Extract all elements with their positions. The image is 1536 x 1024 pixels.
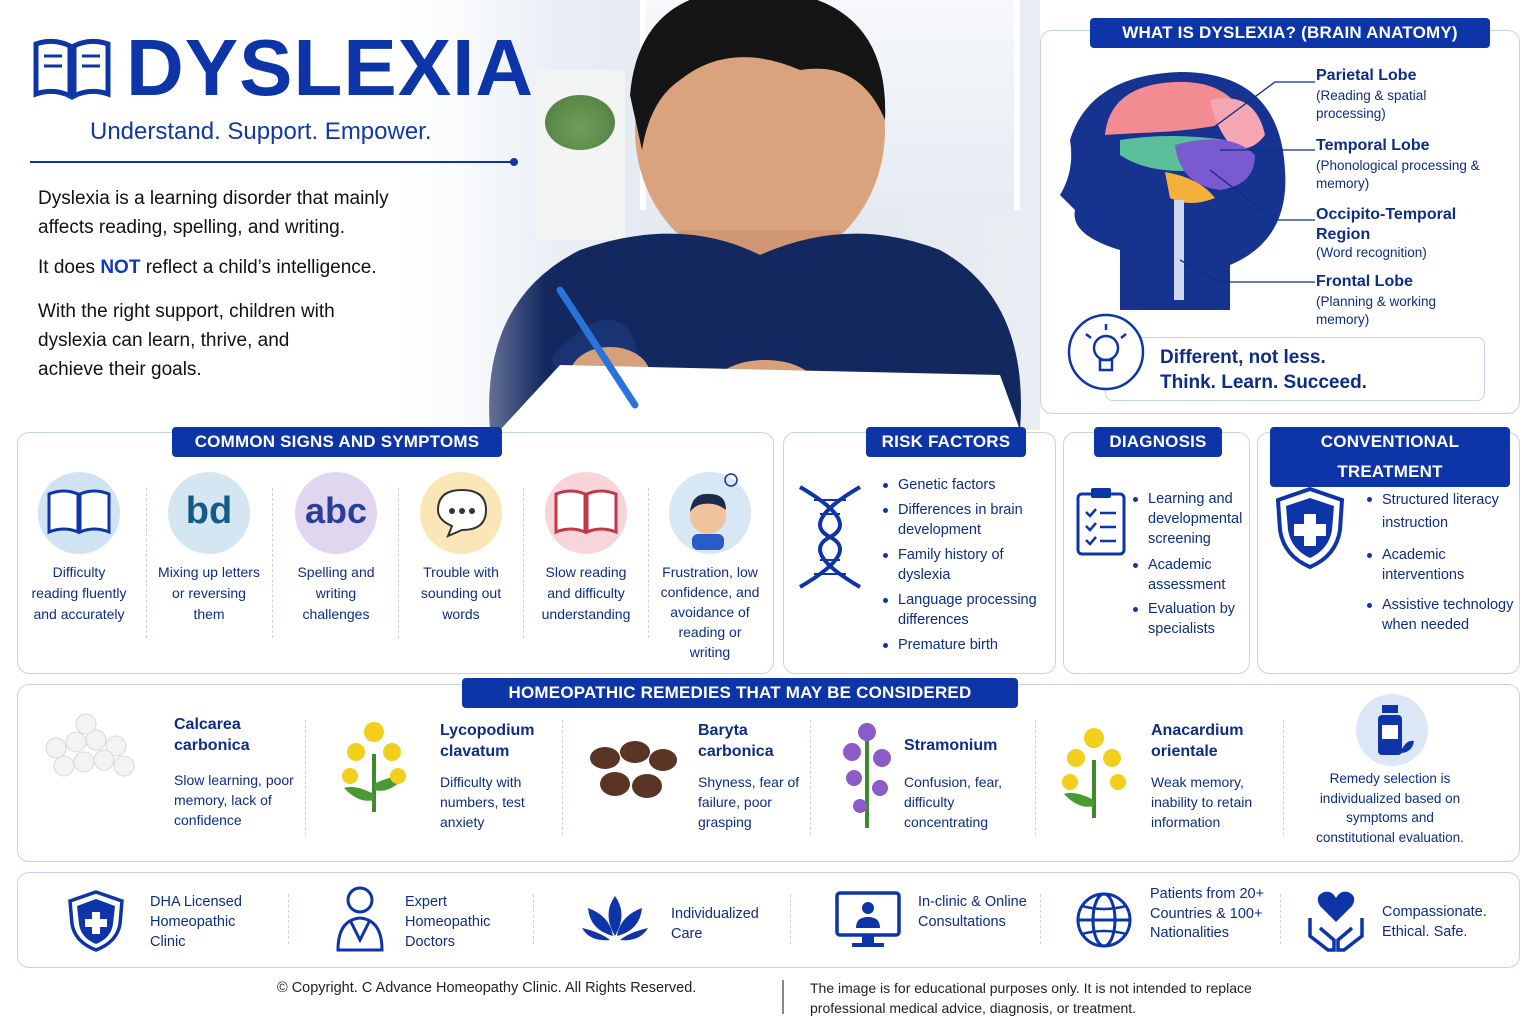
divider-dot	[510, 158, 518, 166]
feature-divider	[288, 894, 289, 944]
intro-paragraph-3: With the right support, children with dyslexia can learn, thrive, and achieve their goals.	[38, 301, 335, 380]
remedy-desc: Confusion, fear, difficulty concentrating	[904, 774, 1003, 830]
remedy-divider	[1035, 720, 1036, 835]
remedy-desc: Slow learning, poor memory, lack of confidence	[174, 772, 294, 828]
speech-bubble-icon	[434, 484, 490, 540]
feature-label: In-clinic & Online Consultations	[918, 894, 1027, 930]
copyright-text: © Copyright. C Advance Homeopathy Clinic. All Rights Reserved.	[277, 980, 697, 996]
remedy-name: Stramonium	[904, 737, 998, 754]
remedy-name: Calcarea carbonica	[174, 716, 250, 754]
medicine-bottle-icon	[1372, 703, 1416, 759]
disclaimer-text: The image is for educational purposes only. It is not intended to replace professional medical advice, diagnosis, or treatment.	[810, 980, 1252, 1016]
lobe-name-temporal: Temporal Lobe	[1316, 137, 1430, 154]
intro-paragraph-2: It does NOT reflect a child’s intelligence.	[38, 257, 377, 278]
risk-item: Differences in brain development	[880, 500, 1050, 540]
page-title: DYSLEXIA	[126, 23, 535, 112]
treatment-heading: CONVENTIONAL TREATMENT	[1270, 427, 1510, 487]
frustrated-child-icon	[676, 470, 746, 552]
remedy-divider	[810, 720, 811, 835]
lobe-desc-parietal: (Reading & spatial processing)	[1316, 88, 1427, 121]
sign-divider	[146, 488, 147, 638]
diagnosis-item: Academic assessment	[1130, 555, 1248, 595]
heart-hands-icon	[1306, 888, 1366, 952]
remedy-name: Lycopodium clavatum	[440, 722, 535, 760]
lightbulb-icon	[1066, 312, 1146, 392]
treatment-item: Structured literacy instruction	[1364, 489, 1514, 535]
lobe-desc-occipito-temporal: (Word recognition)	[1316, 245, 1427, 260]
treatment-item: Academic interventions	[1364, 545, 1514, 585]
open-book-icon-blue	[44, 486, 114, 538]
slogan-line-1: Different, not less.	[1160, 347, 1326, 368]
risk-heading: RISK FACTORS	[866, 427, 1026, 457]
risk-item: Language processing differences	[880, 590, 1050, 630]
sign-label: Mixing up letters or reversing them	[158, 564, 260, 622]
abc-letters-icon: abc	[304, 490, 368, 531]
open-book-icon-red	[551, 486, 621, 538]
feature-label: Expert Homeopathic Doctors	[405, 894, 491, 950]
diagnosis-heading: DIAGNOSIS	[1094, 427, 1222, 457]
risk-item: Premature birth	[880, 635, 1050, 655]
feature-label: Compassionate. Ethical. Safe.	[1382, 904, 1487, 940]
white-pills-icon	[38, 712, 138, 790]
brown-nuts-icon	[585, 738, 680, 808]
medical-shield-icon	[1274, 486, 1346, 570]
clipboard-checklist-icon	[1074, 486, 1130, 558]
sign-label: Spelling and writing challenges	[297, 564, 375, 622]
tagline: Understand. Support. Empower.	[90, 118, 432, 145]
risk-item: Family history of dyslexia	[880, 545, 1050, 585]
diagnosis-item: Learning and developmental screening	[1130, 489, 1248, 549]
lotus-icon	[580, 892, 650, 944]
sign-label: Slow reading and difficulty understanding	[541, 564, 631, 622]
lobe-name-frontal: Frontal Lobe	[1316, 273, 1413, 290]
remedy-name: Baryta carbonica	[698, 722, 774, 760]
sign-divider	[523, 488, 524, 638]
remedy-divider	[562, 720, 563, 835]
diagnosis-item: Evaluation by specialists	[1130, 599, 1248, 639]
remedy-name: Anacardium orientale	[1151, 722, 1244, 760]
sign-divider	[648, 488, 649, 638]
feature-label: Patients from 20+ Countries & 100+ Nationalities	[1150, 886, 1265, 941]
signs-heading: COMMON SIGNS AND SYMPTOMS	[172, 427, 502, 457]
remedy-note: Remedy selection is individualized based on symptoms and constitutional evaluation.	[1316, 771, 1464, 845]
treatment-list	[1364, 489, 1514, 635]
lobe-name-parietal: Parietal Lobe	[1316, 67, 1417, 84]
remedy-desc: Weak memory, inability to retain information	[1151, 774, 1253, 830]
medical-shield-icon	[66, 890, 126, 952]
title-divider	[30, 161, 515, 163]
brain-anatomy-heading: WHAT IS DYSLEXIA? (BRAIN ANATOMY)	[1090, 18, 1490, 48]
online-consultation-icon	[834, 890, 902, 950]
yellow-flower-icon	[1054, 720, 1134, 820]
feature-divider	[1040, 894, 1041, 944]
dna-icon	[790, 482, 870, 592]
footer-divider	[782, 980, 784, 1014]
feature-divider	[533, 894, 534, 944]
yellow-flower-icon	[334, 714, 414, 814]
sign-label: Frustration, low confidence, and avoidance of reading or writing	[660, 564, 760, 660]
remedy-divider	[305, 720, 306, 835]
remedy-desc: Difficulty with numbers, test anxiety	[440, 774, 525, 830]
sign-label: Trouble with sounding out words	[420, 564, 502, 622]
slogan-line-2: Think. Learn. Succeed.	[1160, 372, 1367, 393]
globe-icon	[1074, 890, 1134, 950]
feature-divider	[1280, 894, 1281, 944]
doctor-icon	[332, 884, 388, 952]
lobe-name-occipito-temporal: Occipito-Temporal Region	[1316, 206, 1457, 243]
lobe-desc-temporal: (Phonological processing & memory)	[1316, 158, 1480, 191]
diagnosis-list	[1130, 489, 1248, 639]
sign-divider	[398, 488, 399, 638]
lobe-connector-lines	[1180, 70, 1320, 300]
treatment-item: Assistive technology when needed	[1364, 595, 1514, 635]
lobe-desc-frontal: (Planning & working memory)	[1316, 294, 1437, 327]
feature-label: Individualized Care	[671, 906, 759, 942]
purple-flower-icon	[832, 718, 902, 830]
feature-label: DHA Licensed Homeopathic Clinic	[150, 894, 242, 950]
remedies-heading: HOMEOPATHIC REMEDIES THAT MAY BE CONSIDERED	[462, 678, 1018, 708]
risk-item: Genetic factors	[880, 475, 1050, 495]
feature-divider	[790, 894, 791, 944]
remedy-divider	[1283, 720, 1284, 835]
remedy-desc: Shyness, fear of failure, poor grasping	[698, 774, 800, 830]
risk-list	[880, 475, 1050, 655]
intro-paragraph-1: Dyslexia is a learning disorder that mainly affects reading, spelling, and writing.	[38, 188, 389, 238]
sign-divider	[272, 488, 273, 638]
bd-letters-icon: bd	[185, 490, 233, 532]
sign-label: Difficulty reading fluently and accurately	[31, 564, 127, 622]
open-book-icon	[32, 36, 112, 102]
